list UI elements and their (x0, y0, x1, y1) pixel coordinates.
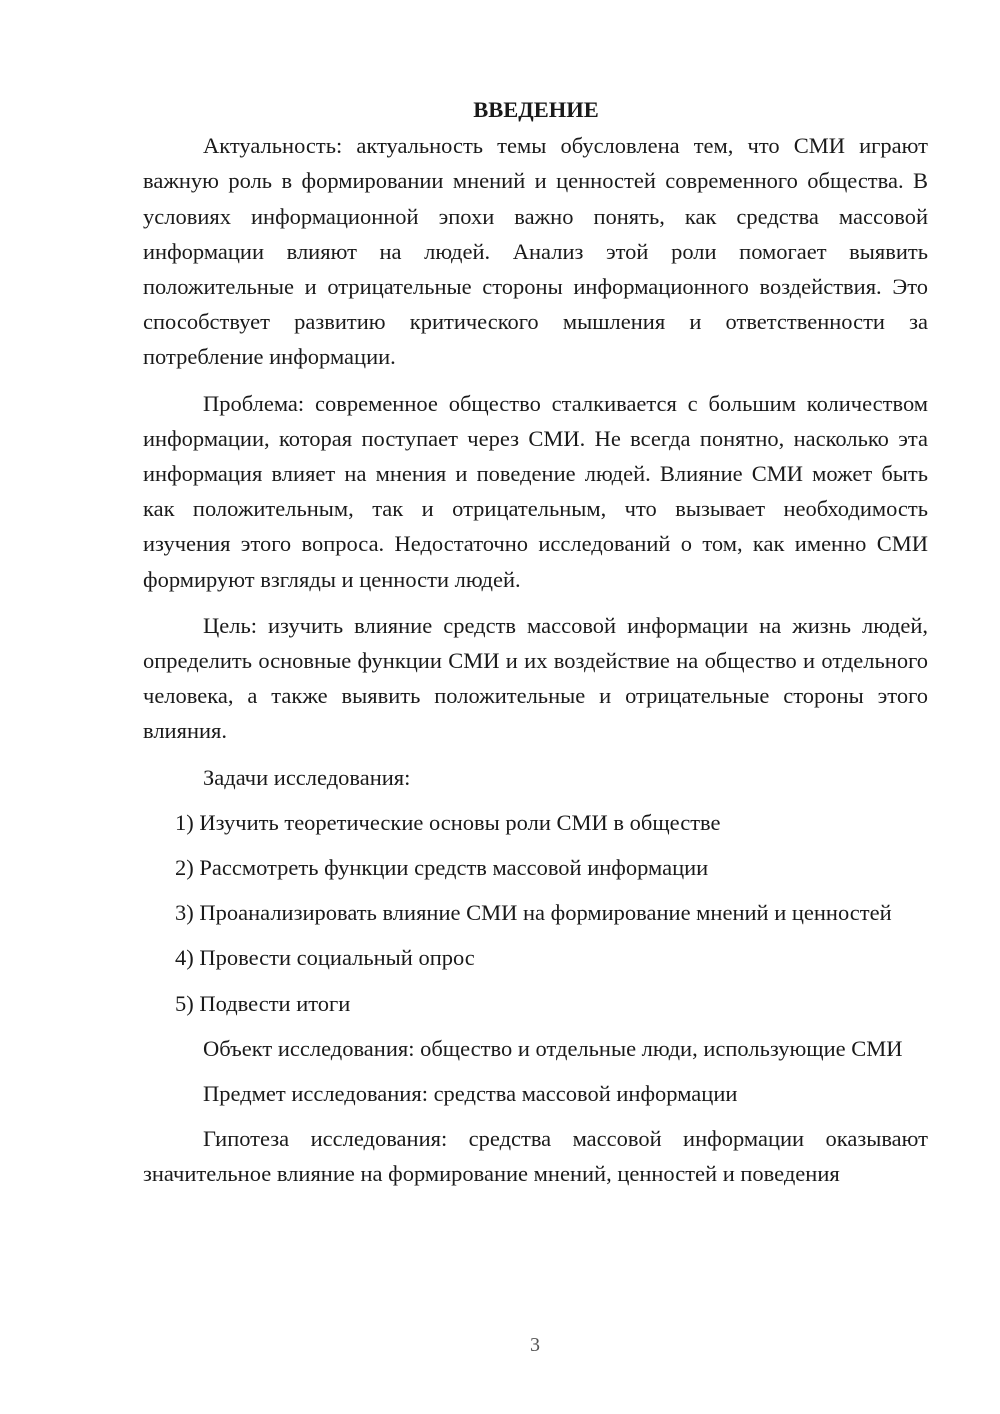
paragraph-object: Объект исследования: общество и отдельные люди, использующие СМИ (203, 1035, 903, 1061)
task-item-2: 2) Рассмотреть функции средств массовой информации (175, 855, 709, 881)
paragraph-problem: Проблема: современное общество сталкивается с большим количеством информации, которая поступает через СМИ. Не всегда понятно, насколько эта информация влияет на мнения и поведение людей. Влияние СМИ может быть как положительным, так и отрицательным, что вызывает необходимость изучения этого вопроса. Недостаточно исследований о том, как именно СМИ формируют взгляды и ценности людей. (143, 390, 928, 592)
page-number: 3 (530, 1334, 540, 1356)
section-title: ВВЕДЕНИЕ (473, 97, 599, 122)
task-item-4: 4) Провести социальный опрос (175, 945, 475, 971)
task-item-3: 3) Проанализировать влияние СМИ на формирование мнений и ценностей (175, 900, 892, 926)
tasks-heading: Задачи исследования: (203, 764, 411, 790)
task-item-5: 5) Подвести итоги (175, 990, 351, 1016)
task-item-1: 1) Изучить теоретические основы роли СМИ в обществе (175, 809, 721, 835)
paragraph-relevance: Актуальность: актуальность темы обусловлена тем, что СМИ играют важную роль в формировании мнений и ценностей современного общества. В условиях информационной эпохи важно понять, как средства массовой информации влияют на людей. Анализ этой роли помогает выявить положительные и отрицательные стороны информационного воздействия. Это способствует развитию критического мышления и ответственности за потребление информации. (143, 133, 928, 370)
paragraph-goal: Цель: изучить влияние средств массовой информации на жизнь людей, определить основные функции СМИ и их воздействие на общество и отдельного человека, а также выявить положительные и отрицательные стороны этого влияния. (143, 612, 928, 744)
page-content (143, 92, 928, 1202)
paragraph-subject: Предмет исследования: средства массовой информации (203, 1081, 738, 1107)
paragraph-hypothesis: Гипотеза исследования: средства массовой информации оказывают значительное влияние на формирование мнений, ценностей и поведения (143, 1126, 928, 1187)
